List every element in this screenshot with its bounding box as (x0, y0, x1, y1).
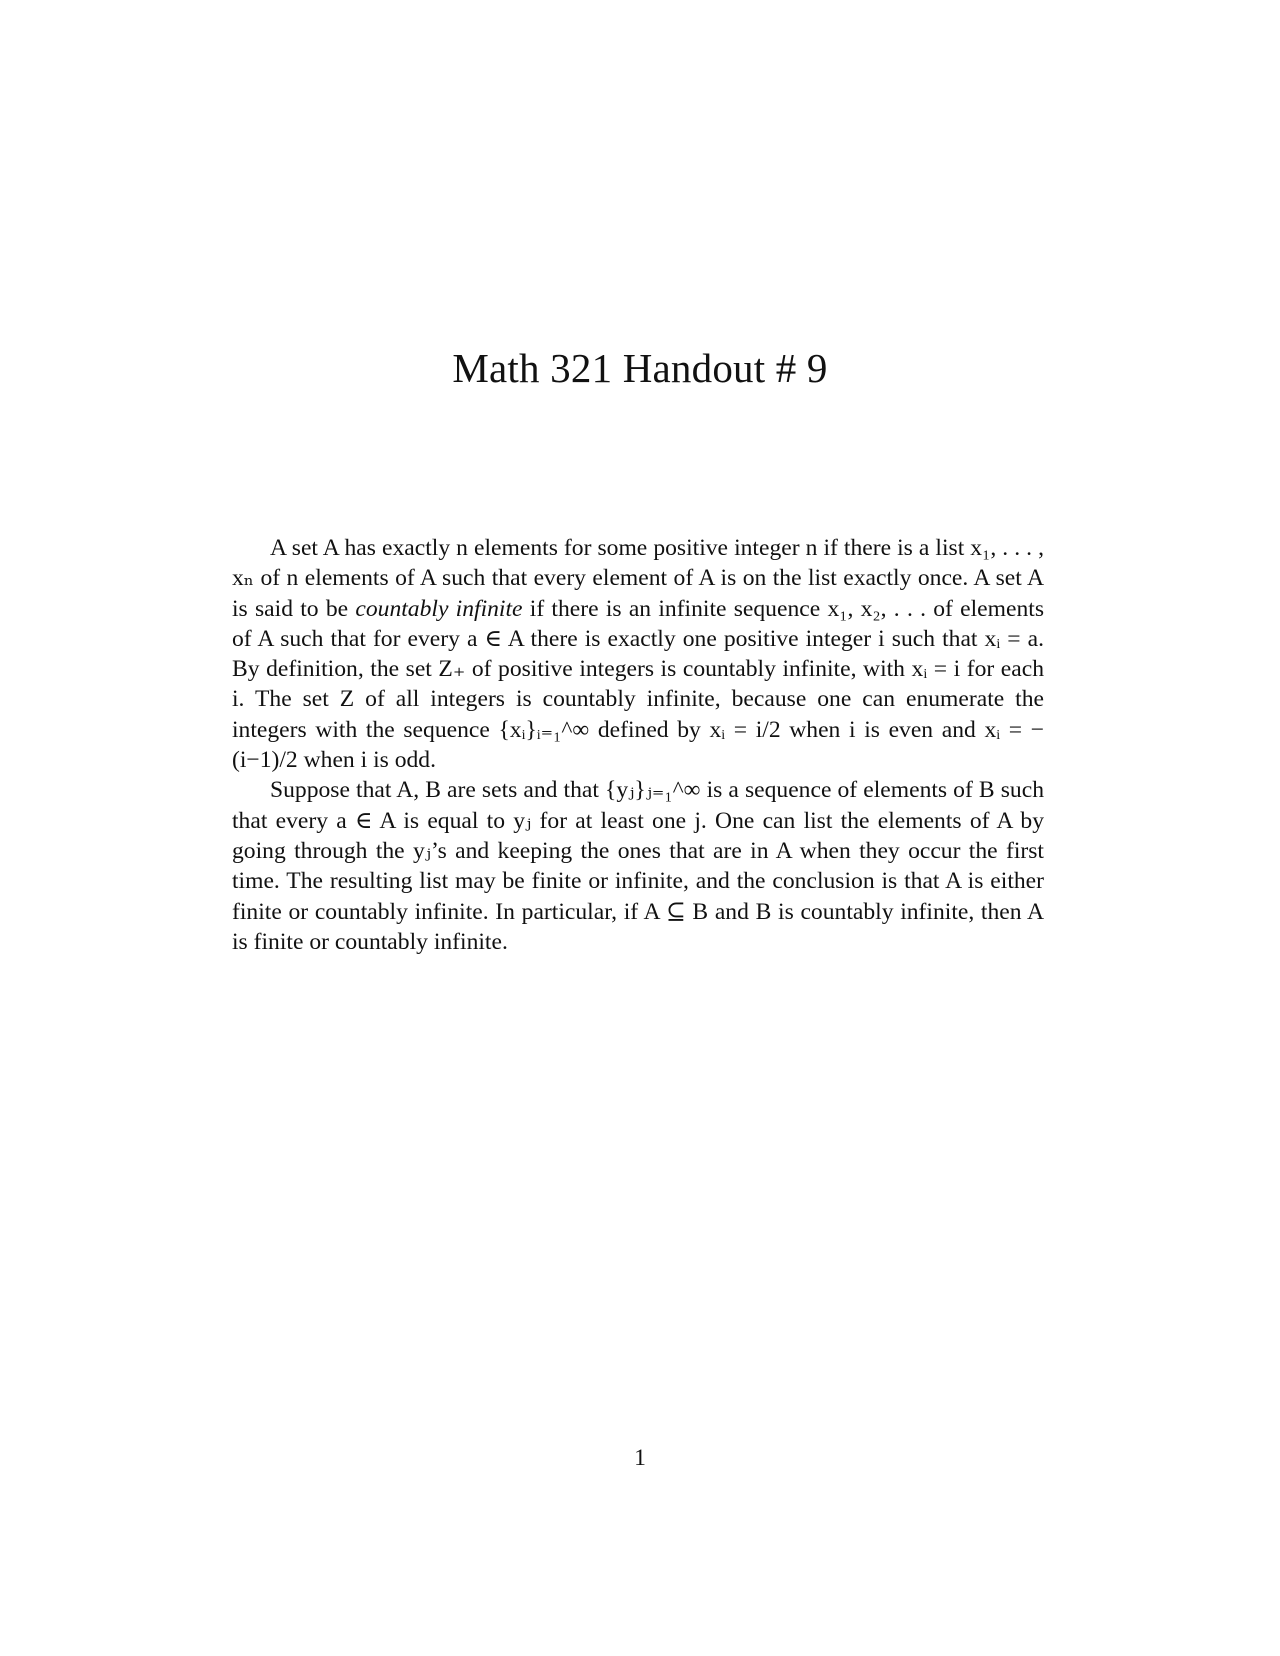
paragraph-1-text-continued: if there is an infinite sequence x₁, x₂, . . . of elements of A such that for every a ∈ A there is exactly one positive integer i such that xᵢ = a. By definition, the set Z₊ of positive integers is countably infinite, with xᵢ = i for each i. The set Z of all integers is countably infinite, because one can enumerate the integers with the sequence {xᵢ}ᵢ₌₁^∞ defined by xᵢ = i/2 when i is even and xᵢ = −(i−1)/2 when i is odd. (232, 595, 1044, 774)
paragraph-2-text: Suppose that A, B are sets and that {yⱼ}ⱼ₌₁^∞ is a sequence of elements of B such that every a ∈ A is equal to yⱼ for at least one j. One can list the elements of A by going through the yⱼ’s and keeping the ones that are in A when they occur the first time. The resulting list may be finite or infinite, and the conclusion is that A is either finite or countably infinite. In particular, if A ⊆ B and B is countably infinite, then A is finite or countably infinite. (232, 777, 1044, 955)
body-text (232, 533, 1044, 957)
page-title: Math 321 Handout # 9 (452, 345, 828, 391)
page-number: 1 (634, 1445, 646, 1471)
emphasis-countably-infinite: countably infinite (355, 595, 523, 622)
paragraph-2 (232, 775, 1044, 957)
paragraph-1-text: A set A has exactly n elements for some positive integer n if there is a list x₁, . . . , xₙ of n elements of A such that every element of A is on the list exactly once. A set A is said to be (232, 535, 1044, 622)
paragraph-1 (232, 533, 1044, 775)
